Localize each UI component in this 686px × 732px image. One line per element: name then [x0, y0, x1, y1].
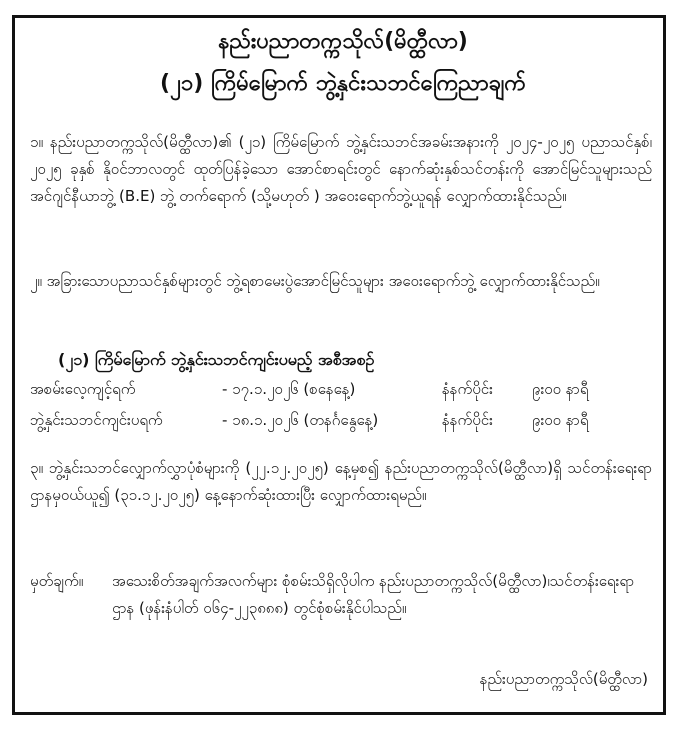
paragraph-3: ၃။ ဘွဲ့နှင်းသဘင်လျှောက်လွှာပုံစံများကို (၂၂.၁၂.၂၀၂၅) နေ့မှစ၍ နည်းပညာတက္ကသိုလ်(မိတ္ထီလာ)ရှိ သင်တန်းရေးရာဌာနမှဝယ်ယူ၍ (၃၁.၁၂.၂၀၂၅) နေ့နောက်ဆုံးထားပြီး လျှောက်ထားရမည်။: [30, 459, 652, 504]
paragraph-2: ၂။ အခြားသောပညာသင်နှစ်များတွင် ဘွဲ့ရစာမေးပွဲအောင်မြင်သူများ အဝေးရောက်ဘွဲ့ လျှောက်ထားနိုင်သည်။: [30, 272, 600, 290]
schedule-row: [30, 380, 652, 406]
schedule-time: ၉း၀၀ နာရီ: [532, 380, 589, 398]
note-label: မှတ်ချက်။: [30, 572, 84, 590]
notice-subtitle: (၂၁) ကြိမ်မြောက် ဘွဲ့နှင်းသဘင်ကြေညာချက်: [160, 71, 526, 96]
schedule-time: ၉း၀၀ နာရီ: [532, 411, 589, 429]
schedule-date: - ၁၇.၁.၂၀၂၆ (စနေနေ့): [222, 380, 356, 398]
signature: နည်းပညာတက္ကသိုလ်(မိတ္ထီလာ): [479, 670, 648, 688]
schedule-event: ဘွဲ့နှင်းသဘင်ကျင်းပရက်: [30, 411, 163, 429]
schedule-row: [30, 411, 652, 437]
schedule-date: - ၁၈.၁.၂၀၂၆ (တနင်္ဂနွေနေ့): [222, 411, 379, 429]
schedule-time-label: နံနက်ပိုင်း: [442, 380, 493, 398]
schedule-event: အစမ်းလေ့ကျင့်ရက်: [30, 380, 136, 398]
paragraph-1: ၁။ နည်းပညာတက္ကသိုလ်(မိတ္ထီလာ)၏ (၂၁) ကြိမ်မြောက် ဘွဲ့နှင်းသဘင်အခမ်းအနားကို ၂၀၂၄-၂၀၂၅ ပညာသင်နှစ်၊ ၂၀၂၅ ခုနှစ် နိုဝင်ဘာလတွင် ထုတ်ပြန်ခဲ့သော အောင်စာရင်းတွင် နောက်ဆုံးနှစ်သင်တန်းကို အောင်မြင်သူများသည် အင်ဂျင်နီယာဘွဲ့ (B.E) ဘွဲ့ တက်ရောက် (သို့မဟုတ် ) အဝေးရောက်ဘွဲ့ယူရန် လျှောက်ထားနိုင်သည်။: [30, 133, 652, 205]
schedule-time-label: နံနက်ပိုင်း: [442, 411, 493, 429]
note-text: အသေးစိတ်အချက်အလက်များ စုံစမ်းသိရှိလိုပါက နည်းပညာတက္ကသိုလ်(မိတ္ထီလာ)၊သင်တန်းရေးရာဌာန (ဖုန်းနံပါတ် ၀၆၄-၂၂၃၈၈၈) တွင်စုံစမ်းနိုင်ပါသည်။: [112, 572, 635, 617]
schedule-heading: (၂၁) ကြိမ်မြောက် ဘွဲ့နှင်းသဘင်ကျင်းပမည့် အစီအစဉ်: [58, 350, 375, 369]
notice-title: နည်းပညာတက္ကသိုလ်(မိတ္ထီလာ): [218, 29, 468, 54]
